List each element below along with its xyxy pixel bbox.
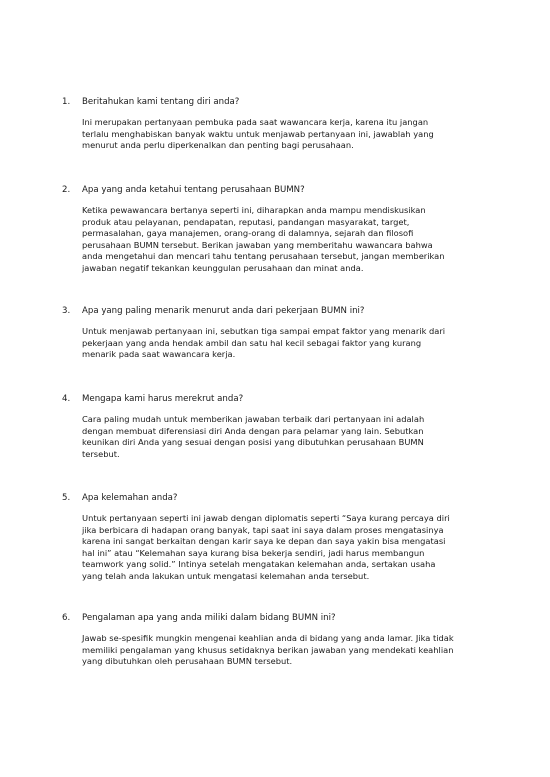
question-text: Mengapa kami harus merekrut anda? [82,394,244,404]
question-4 [62,394,492,405]
answer-6 [82,633,492,668]
answer-4 [82,414,492,460]
answer-line: memiliki pengalaman yang khusus setidaknya berikan jawaban yang mendekati keahlian [82,644,454,655]
answer-line: pekerjaan yang anda hendak ambil dan satu hal kecil sebagai faktor yang kurang [82,337,422,348]
answer-line: yang telah anda lakukan untuk mengatasi kelemahan anda tersebut. [82,570,370,581]
question-5 [62,493,492,504]
question-number: 1. [62,97,71,107]
question-text: Apa yang anda ketahui tentang perusahaan BUMN? [82,185,305,195]
answer-line: Cara paling mudah untuk memberikan jawaban terbaik dari pertanyaan ini adalah [82,414,425,424]
answer-line: Untuk menjawab pertanyaan ini, sebutkan tiga sampai empat faktor yang menarik dari [82,326,446,336]
question-1 [62,97,492,108]
answer-line: Jawab se-spesifik mungkin mengenai keahlian anda di bidang yang anda lamar. Jika tidak [82,633,454,643]
answer-line: Untuk pertanyaan seperti ini jawab dengan diplomatis seperti “Saya kurang percaya diri [82,513,450,523]
answer-line: yang dibutuhkan oleh perusahaan BUMN tersebut. [82,656,293,667]
answer-line: menarik pada saat wawancara kerja. [82,349,236,360]
answer-line: keunikan diri Anda yang sesuai dengan posisi yang dibutuhkan perusahaan BUMN [82,437,424,448]
answer-line: terlalu menghabiskan banyak waktu untuk menjawab pertanyaan ini, jawablah yang [82,128,434,139]
qa-item-6 [62,613,492,668]
answer-line: Ketika pewawancara bertanya seperti ini, diharapkan anda mampu mendiskusikan [82,205,426,215]
question-number: 2. [62,185,71,195]
question-number: 5. [62,493,71,503]
qa-item-5 [62,493,492,583]
answer-line: dengan membuat diferensiasi diri Anda dengan para pelamar yang lain. Sebutkan [82,425,424,436]
qa-item-2 [62,185,492,275]
answer-line: Ini merupakan pertanyaan pembuka pada saat wawancara kerja, karena itu jangan [82,117,429,127]
answer-line: perusahaan BUMN tersebut. Berikan jawaban yang memberitahu wawancara bahwa [82,239,433,250]
question-number: 4. [62,394,71,404]
answer-line: produk atau pelayanan, pendapatan, reputasi, pandangan masyarakat, target, [82,216,410,227]
answer-line: jawaban negatif tekankan keunggulan perusahaan dan minat anda. [82,262,364,273]
answer-line: tersebut. [82,448,120,459]
answer-line: anda mengetahui dan mencari tahu tentang perusahaan tersebut, jangan memberikan [82,251,445,262]
question-text: Apa yang paling menarik menurut anda dari pekerjaan BUMN ini? [82,306,365,316]
answer-1 [82,117,492,152]
question-text: Pengalaman apa yang anda miliki dalam bidang BUMN ini? [82,613,336,623]
question-2 [62,185,492,196]
answer-line: teamwork yang solid.” Intinya setelah mengatakan kelemahan anda, sertakan usaha [82,559,436,570]
qa-item-4 [62,394,492,460]
question-6 [62,613,492,624]
question-number: 6. [62,613,71,623]
qa-item-3 [62,306,492,361]
answer-line: permasalahan, gaya manajemen, orang-orang di dalamnya, sejarah dan filosofi [82,228,414,239]
question-text: Apa kelemahan anda? [82,493,178,503]
question-number: 3. [62,306,71,316]
question-3 [62,306,492,317]
answer-line: menurut anda perlu diperkenalkan dan penting bagi perusahaan. [82,140,354,151]
answer-5 [82,513,492,583]
question-text: Beritahukan kami tentang diri anda? [82,97,240,107]
answer-2 [82,205,492,275]
answer-3 [82,326,492,361]
answer-line: hal ini” atau “Kelemahan saya kurang bisa bekerja sendiri, jadi harus membangun [82,547,425,558]
answer-line: karena ini sangat berkaitan dengan karir saya ke depan dan saya yakin bisa mengatasi [82,536,446,547]
answer-line: jika berbicara di hadapan orang banyak, tapi saat ini saya dalam proses mengatasinya [82,524,444,535]
qa-item-1 [62,97,492,152]
